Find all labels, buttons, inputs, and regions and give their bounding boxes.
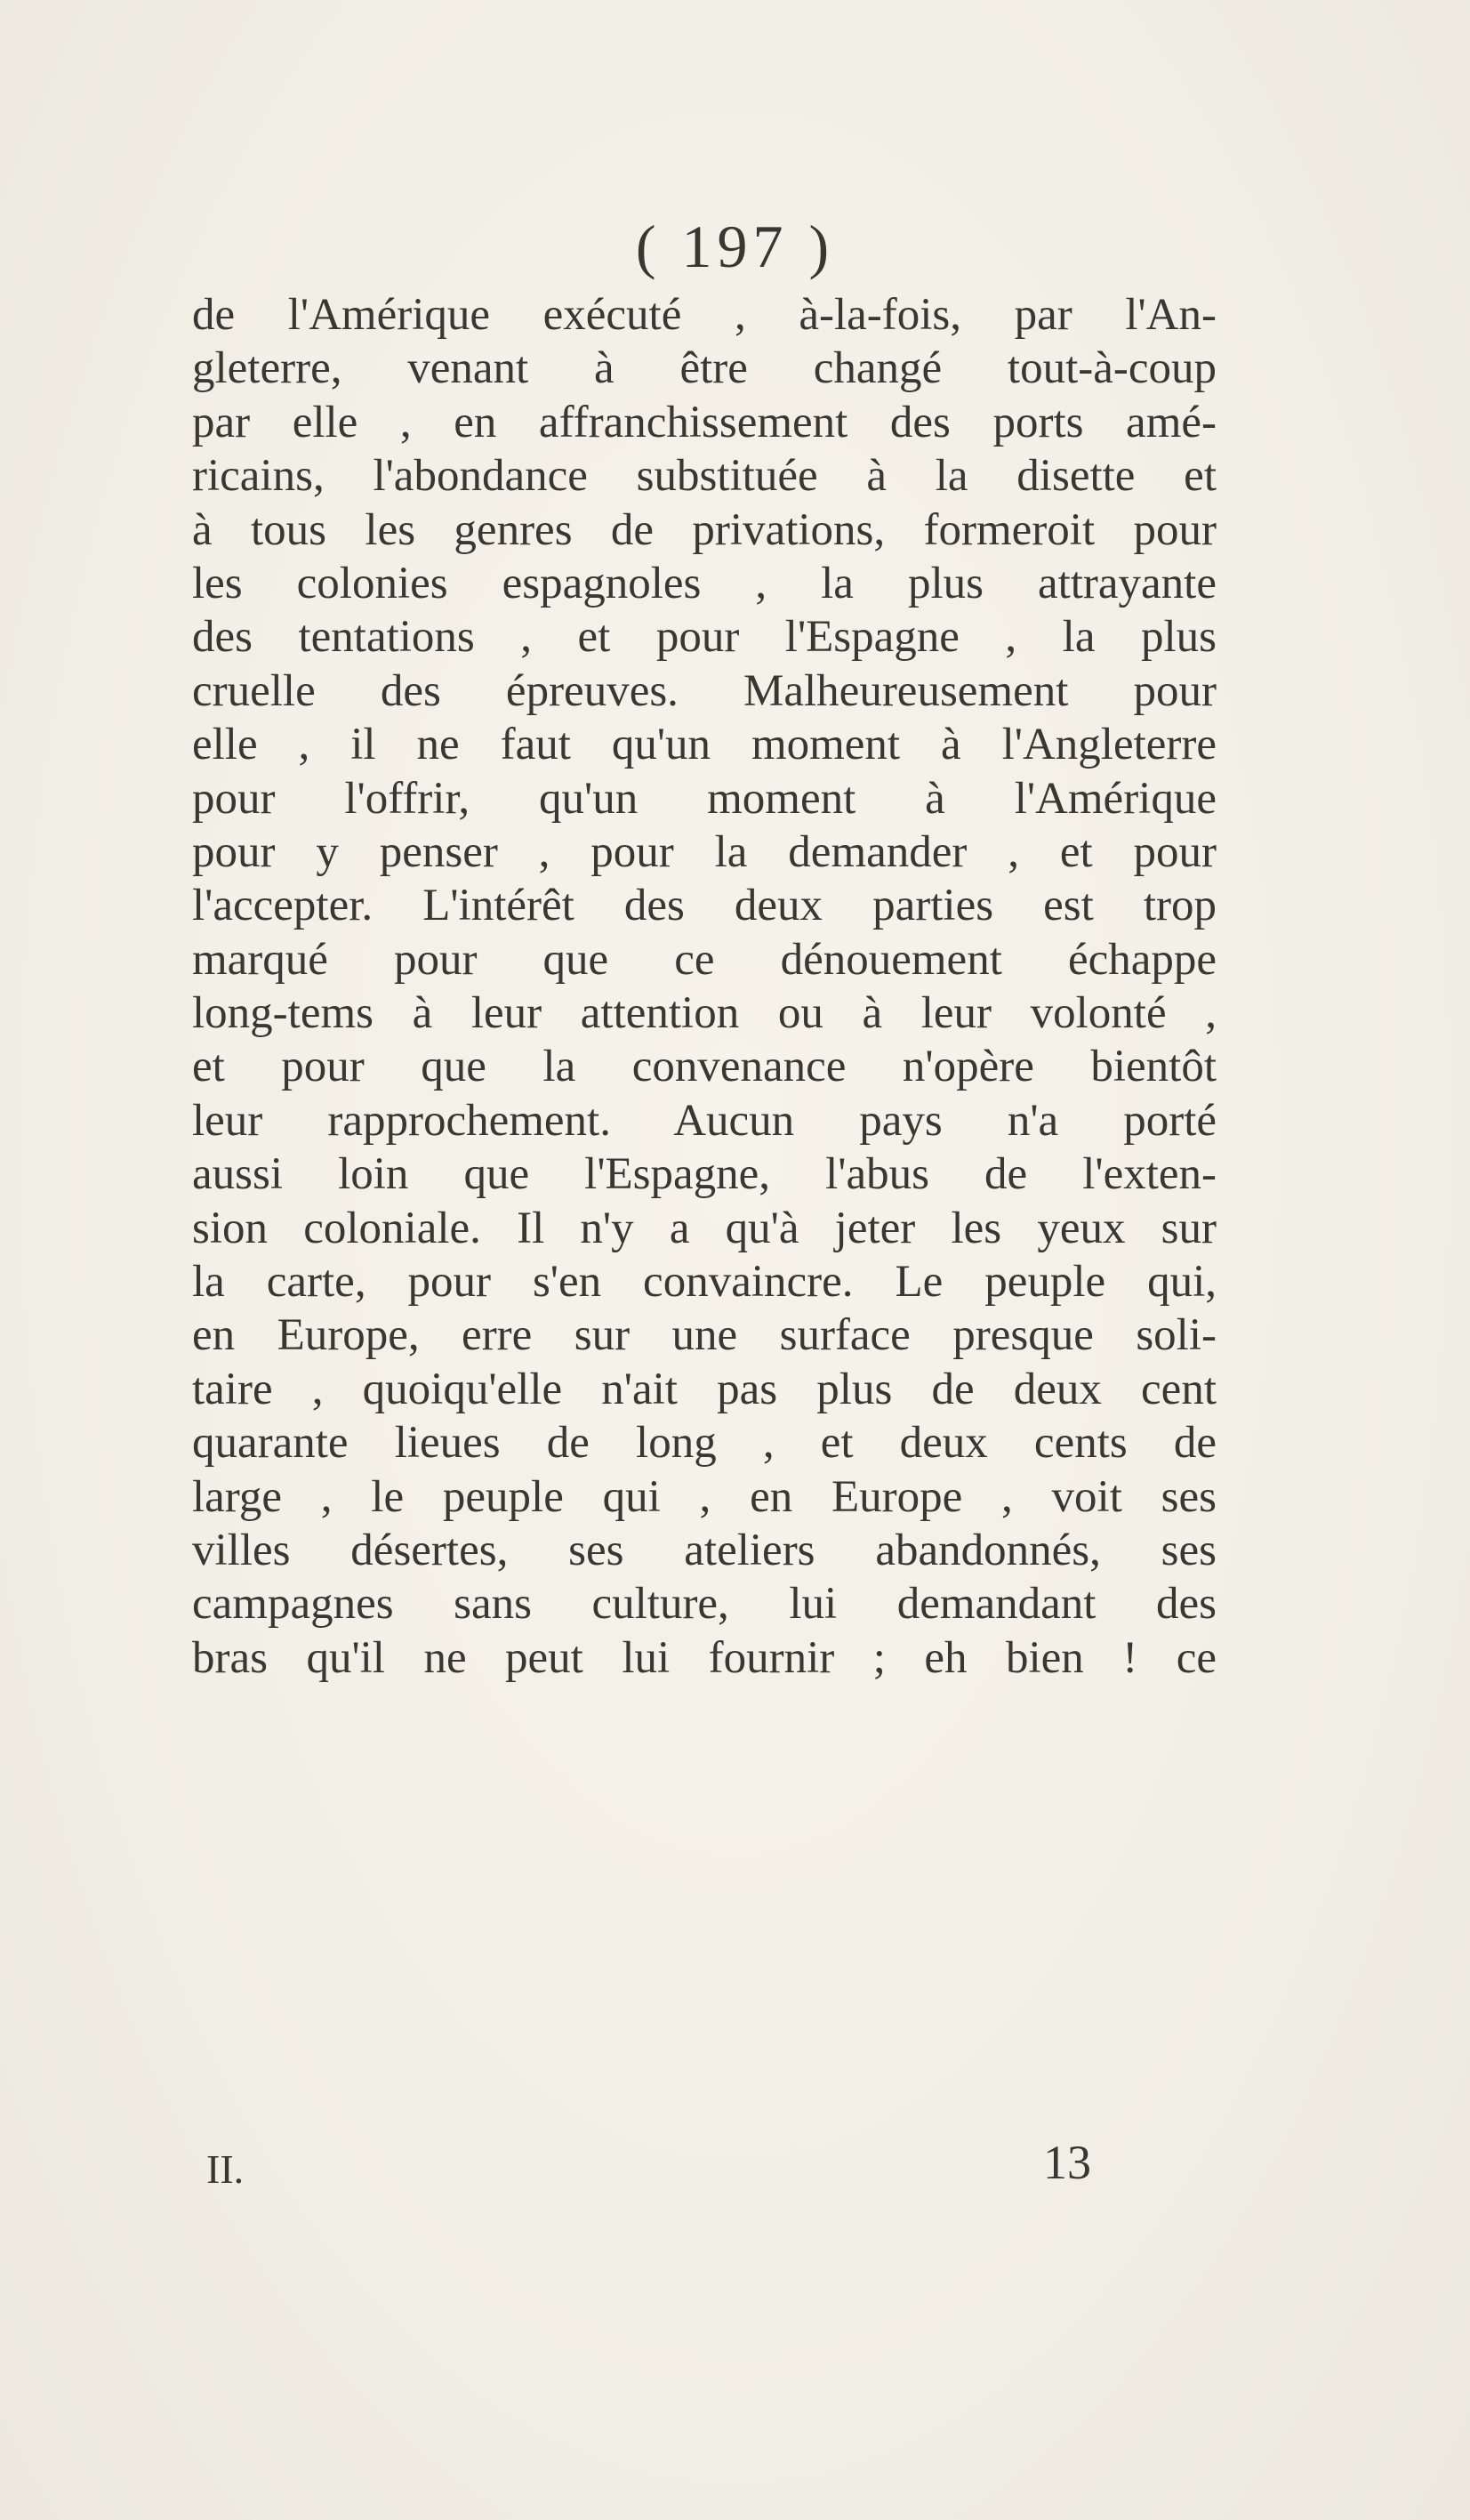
text-line: à tous les genres de privations, formeroit pour: [192, 504, 1217, 555]
text-line: ricains, l'abondance substituée à la disette et: [192, 451, 1217, 502]
text-line: quarante lieues de long , et deux cents de: [192, 1418, 1217, 1469]
text-line: l'accepter. L'intérêt des deux parties est trop: [192, 881, 1217, 931]
text-line: la carte, pour s'en convaincre. Le peuple qui,: [192, 1257, 1217, 1308]
text-line: taire , quoiqu'elle n'ait pas plus de deux cent: [192, 1364, 1217, 1414]
text-line: marqué pour que ce dénouement échappe: [192, 934, 1217, 985]
text-line: de l'Amérique exécuté , à-la-fois, par l'An-: [192, 290, 1217, 340]
text-line: bras qu'il ne peut lui fournir ; eh bien ! ce: [192, 1632, 1217, 1683]
text-line: long-tems à leur attention ou à leur volonté ,: [192, 988, 1217, 1039]
text-line: cruelle des épreuves. Malheureusement pour: [192, 665, 1217, 716]
signature-mark: II.: [206, 2146, 245, 2192]
gathering-number: 13: [1043, 2136, 1091, 2189]
text-line: par elle , en affranchissement des ports amé-: [192, 397, 1217, 447]
body-text: [192, 288, 1217, 1685]
page-number: ( 197 ): [635, 213, 835, 280]
text-line: pour y penser , pour la demander , et pour: [192, 826, 1217, 877]
text-line: gleterre, venant à être changé tout-à-coup: [192, 343, 1217, 394]
text-line: des tentations , et pour l'Espagne , la plus: [192, 612, 1217, 663]
text-line: aussi loin que l'Espagne, l'abus de l'exten-: [192, 1149, 1217, 1200]
text-line: et pour que la convenance n'opère bientôt: [192, 1042, 1217, 1092]
text-line: leur rapprochement. Aucun pays n'a porté: [192, 1095, 1217, 1146]
text-line: large , le peuple qui , en Europe , voit ses: [192, 1471, 1217, 1522]
text-line: campagnes sans culture, lui demandant des: [192, 1579, 1217, 1630]
text-line: villes désertes, ses ateliers abandonnés, ses: [192, 1525, 1217, 1575]
text-line: en Europe, erre sur une surface presque soli-: [192, 1310, 1217, 1361]
text-line: elle , il ne faut qu'un moment à l'Angleterre: [192, 720, 1217, 770]
text-line: les colonies espagnoles , la plus attrayante: [192, 558, 1217, 608]
text-line: pour l'offrir, qu'un moment à l'Amérique: [192, 773, 1217, 824]
text-line: sion coloniale. Il n'y a qu'à jeter les yeux sur: [192, 1203, 1217, 1253]
